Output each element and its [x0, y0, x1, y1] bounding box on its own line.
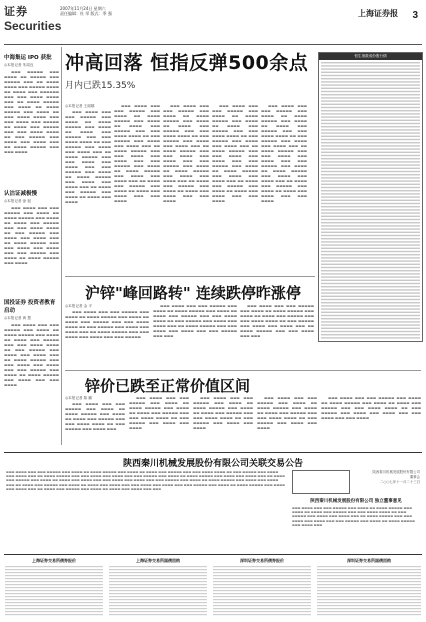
third-col-5: ▬▬▬ ▬▬▬▬ ▬▬▬ ▬▬▬ ▬▬▬▬▬ ▬▬▬ ▬▬▬▬ ▬▬ ▬▬▬▬ ▬▬▬▬▬ ▬▬▬ ▬▬▬▬ ▬▬ ▬▬▬▬ ▬▬▬ ▬▬▬▬▬ ▬▬▬ ▬▬▬ ▬▬▬▬ ▬▬▬▬ ▬▬ ▬▬▬ ▬▬▬▬▬ ▬▬▬ ▬▬▬▬ ▬▬▬ ▬▬▬▬ ▬▬▬ ▬▬▬ ▬▬▬▬ ▬▬▬ ▬▬▬ ▬▬▬▬ [321, 396, 421, 420]
table-row-line [321, 120, 420, 121]
second-byline: ◎本报记者 金 平 [65, 304, 92, 308]
table-row-line [317, 590, 421, 591]
table-row-line [321, 97, 420, 98]
table-row-line [321, 75, 420, 76]
second-headline: 沪锌"峰回路转" 连续跌停昨涨停 [85, 284, 301, 302]
table-row-line [213, 572, 311, 573]
main-subhead: 月内已跌15.35% [65, 81, 136, 91]
table-row-line [321, 283, 420, 284]
table-row-line [321, 276, 420, 277]
hsi-table-title: 恒生指数成份股行情 [319, 53, 422, 60]
table-row-line [321, 299, 420, 300]
bottom-table-4-title: 深圳证券交易所国债回购 [347, 558, 391, 563]
table-row-line [213, 599, 311, 600]
table-row-line [321, 315, 420, 316]
table-row-line [321, 193, 420, 194]
third-headline: 锌价已跌至正常价值区间 [85, 377, 251, 395]
newspaper-brand: 上海证券报 [358, 8, 398, 18]
table-row-line [321, 337, 420, 338]
table-row-line [109, 608, 207, 609]
table-row-line [321, 267, 420, 268]
table-row-line [321, 238, 420, 239]
header-meta [60, 6, 210, 16]
notice-signature [352, 470, 420, 485]
main-byline: ◎本报记者 王丽娜 [65, 104, 95, 108]
third-col-2: ▬▬▬ ▬▬▬▬ ▬▬▬ ▬▬▬ ▬▬▬▬▬ ▬▬▬ ▬▬▬▬ ▬▬ ▬▬▬▬ ▬▬▬▬▬ ▬▬▬ ▬▬▬▬ ▬▬ ▬▬▬▬ ▬▬▬ ▬▬▬▬▬ ▬▬▬ ▬▬▬ ▬▬▬▬ ▬▬▬▬ ▬▬ ▬▬▬ ▬▬▬▬▬ ▬▬▬ ▬▬▬▬ ▬▬▬ ▬▬▬▬ [129, 396, 189, 430]
table-row-line [213, 605, 311, 606]
hsi-components-table [318, 52, 423, 342]
table-row-line [321, 168, 420, 169]
table-row-line [321, 187, 420, 188]
table-row-line [109, 584, 207, 585]
table-row-line [5, 581, 103, 582]
header-rule [4, 44, 422, 45]
table-row-line [321, 324, 420, 325]
section-name-cn: 证券 [4, 5, 28, 18]
table-row-line [321, 280, 420, 281]
bottom-table-2 [108, 558, 208, 618]
table-row-line [109, 572, 207, 573]
second-col-3: ▬▬▬ ▬▬▬▬ ▬▬▬ ▬▬▬ ▬▬▬▬▬ ▬▬▬ ▬▬▬▬ ▬▬ ▬▬▬▬ ▬▬▬▬▬ ▬▬▬ ▬▬▬▬ ▬▬ ▬▬▬▬ ▬▬▬ ▬▬▬▬▬ ▬▬▬ ▬▬▬ ▬▬▬▬ ▬▬▬▬ ▬▬ ▬▬▬ ▬▬▬▬▬ ▬▬▬ ▬▬▬▬ ▬▬▬ ▬▬▬▬ ▬▬▬ ▬▬ ▬▬▬▬ ▬▬▬▬▬ ▬▬▬ ▬▬▬ ▬▬▬▬ ▬▬▬ ▬▬▬ [240, 304, 314, 338]
table-row-line [109, 569, 207, 570]
third-byline: ◎本报记者 陈 鹏 [65, 396, 92, 400]
bottom-table-1-title: 上海证券交易所债券报价 [32, 558, 76, 563]
table-row-line [321, 100, 420, 101]
table-row-line [109, 611, 207, 612]
main-col-4: ▬▬▬ ▬▬▬▬ ▬▬▬ ▬▬▬ ▬▬▬▬▬ ▬▬▬ ▬▬▬▬ ▬▬ ▬▬▬▬ ▬▬▬▬▬ ▬▬▬ ▬▬▬▬ ▬▬ ▬▬▬▬ ▬▬▬ ▬▬▬▬▬ ▬▬▬ ▬▬▬ ▬▬▬▬ ▬▬▬▬ ▬▬ ▬▬▬ ▬▬▬▬▬ ▬▬▬ ▬▬▬▬ ▬▬▬ ▬▬▬▬ ▬▬▬ ▬▬ ▬▬▬▬ ▬▬▬▬▬ ▬▬▬ ▬▬▬ ▬▬▬▬ ▬▬▬ ▬▬▬▬ ▬▬▬ ▬▬▬ ▬▬▬▬▬ ▬▬▬ ▬▬▬▬ ▬▬ ▬▬▬▬ ▬▬▬▬▬ ▬▬▬ ▬▬▬▬ ▬▬▬ ▬▬▬▬ ▬▬▬ ▬▬ ▬▬▬▬ ▬▬▬ ▬▬▬▬▬ ▬▬▬ ▬▬▬▬ ▬▬ ▬▬▬▬ ▬▬▬ ▬▬▬▬ ▬▬▬ ▬▬▬ ▬▬▬▬ [212, 104, 258, 203]
table-row-line [213, 575, 311, 576]
table-row-line [321, 206, 420, 207]
table-row-line [321, 251, 420, 252]
table-row-line [321, 289, 420, 290]
hsi-table-grid [319, 60, 422, 343]
notice-caption: 陕西秦川机械发展股份有限公司 独立董事意见 [310, 499, 402, 504]
table-row-line [321, 110, 420, 111]
table-row-line [321, 171, 420, 172]
table-row-line [5, 572, 103, 573]
third-rule [65, 370, 421, 371]
table-row-line [321, 321, 420, 322]
table-row-line [213, 584, 311, 585]
table-row-line [317, 614, 421, 615]
notice-company: 陕西秦川机械发展股份有限公司 [372, 470, 420, 474]
table-row-line [5, 599, 103, 600]
table-row-line [213, 593, 311, 594]
table-row-line [5, 602, 103, 603]
table-row-line [321, 302, 420, 303]
table-row-line [321, 222, 420, 223]
table-row-line [5, 578, 103, 579]
table-row-line [317, 578, 421, 579]
table-row-line [321, 148, 420, 149]
third-col-1: ▬▬▬ ▬▬▬▬ ▬▬▬ ▬▬▬ ▬▬▬▬▬ ▬▬▬ ▬▬▬▬ ▬▬ ▬▬▬▬ ▬▬▬▬▬ ▬▬▬ ▬▬▬▬ ▬▬ ▬▬▬▬ ▬▬▬ ▬▬▬▬▬ ▬▬▬ ▬▬▬ ▬▬▬▬ ▬▬▬▬ ▬▬ ▬▬▬ ▬▬▬▬▬ ▬▬▬ ▬▬▬▬ ▬▬▬ [65, 402, 125, 431]
notice-title: 陕西秦川机械发展股份有限公司关联交易公告 [122, 459, 303, 469]
mid-rule [65, 276, 315, 277]
table-row-line [321, 136, 420, 137]
table-row-line [321, 200, 420, 201]
table-row-line [5, 608, 103, 609]
table-row-line [321, 203, 420, 204]
table-row-line [321, 107, 420, 108]
left-item2-byline: ◎本报记者 涂 挺 [4, 199, 31, 203]
header-editor: 责任编辑：杜 翠 版式：季 强 [60, 11, 112, 16]
table-row-line [321, 113, 420, 114]
tables-rule-top [4, 554, 422, 555]
main-story [65, 48, 315, 91]
table-row-line [321, 142, 420, 143]
table-row-line [321, 219, 420, 220]
second-col-2: ▬▬▬ ▬▬▬▬ ▬▬▬ ▬▬▬ ▬▬▬▬▬ ▬▬▬ ▬▬▬▬ ▬▬ ▬▬▬▬ ▬▬▬▬▬ ▬▬▬ ▬▬▬▬ ▬▬ ▬▬▬▬ ▬▬▬ ▬▬▬▬▬ ▬▬▬ ▬▬▬ ▬▬▬▬ ▬▬▬▬ ▬▬ ▬▬▬ ▬▬▬▬▬ ▬▬▬ ▬▬▬▬ ▬▬▬ ▬▬▬▬ ▬▬▬ ▬▬ ▬▬▬▬ ▬▬▬▬▬ ▬▬▬ ▬▬▬ ▬▬▬▬ ▬▬▬ ▬▬▬▬ ▬▬▬ ▬▬▬ ▬▬▬▬▬ ▬▬▬ ▬▬▬ [153, 304, 237, 338]
table-row-line [321, 254, 420, 255]
table-row-line [5, 575, 103, 576]
main-col-3: ▬▬▬ ▬▬▬▬ ▬▬▬ ▬▬▬ ▬▬▬▬▬ ▬▬▬ ▬▬▬▬ ▬▬ ▬▬▬▬ ▬▬▬▬▬ ▬▬▬ ▬▬▬▬ ▬▬ ▬▬▬▬ ▬▬▬ ▬▬▬▬▬ ▬▬▬ ▬▬▬ ▬▬▬▬ ▬▬▬▬ ▬▬ ▬▬▬ ▬▬▬▬▬ ▬▬▬ ▬▬▬▬ ▬▬▬ ▬▬▬▬ ▬▬▬ ▬▬ ▬▬▬▬ ▬▬▬▬▬ ▬▬▬ ▬▬▬ ▬▬▬▬ ▬▬▬ ▬▬▬▬ ▬▬▬ ▬▬▬ ▬▬▬▬▬ ▬▬▬ ▬▬▬▬ ▬▬ ▬▬▬▬ ▬▬▬▬▬ ▬▬▬ ▬▬▬▬ ▬▬▬ ▬▬▬▬ ▬▬▬ ▬▬ ▬▬▬▬ ▬▬▬ ▬▬▬▬▬ ▬▬▬ ▬▬▬▬ ▬▬ ▬▬▬▬ ▬▬▬ ▬▬▬▬ ▬▬▬ ▬▬▬ ▬▬▬▬ [163, 104, 209, 203]
table-row-line [321, 184, 420, 185]
main-col-1: ▬▬▬ ▬▬▬▬ ▬▬▬ ▬▬▬ ▬▬▬▬▬ ▬▬▬ ▬▬▬▬ ▬▬ ▬▬▬▬ ▬▬▬▬▬ ▬▬▬ ▬▬▬▬ ▬▬ ▬▬▬▬ ▬▬▬ ▬▬▬▬▬ ▬▬▬ ▬▬▬ ▬▬▬▬ ▬▬▬▬ ▬▬ ▬▬▬ ▬▬▬▬▬ ▬▬▬ ▬▬▬▬ ▬▬▬ ▬▬▬▬ ▬▬▬ ▬▬ ▬▬▬▬ ▬▬▬▬▬ ▬▬▬ ▬▬▬ ▬▬▬▬ ▬▬▬ ▬▬▬▬ ▬▬▬ ▬▬▬ ▬▬▬▬▬ ▬▬▬ ▬▬▬▬ ▬▬ ▬▬▬▬ ▬▬▬▬▬ ▬▬▬ ▬▬▬▬ ▬▬▬ ▬▬▬▬ ▬▬▬ ▬▬ ▬▬▬▬ ▬▬▬ ▬▬▬▬▬ ▬▬▬ ▬▬▬▬ ▬▬ ▬▬▬▬ ▬▬▬ ▬▬▬▬ [65, 110, 111, 204]
table-row-line [321, 84, 420, 85]
table-row-line [5, 611, 103, 612]
left-item1-title: 中海集运 IPO 获批 [4, 55, 52, 61]
table-row-line [321, 190, 420, 191]
table-row-line [321, 331, 420, 332]
table-row-line [321, 305, 420, 306]
left-item2-title: 认沽证减极慢 [4, 191, 38, 197]
table-row-line [213, 569, 311, 570]
left-item2-body: ▬▬▬ ▬▬▬▬ ▬▬▬ ▬▬▬ ▬▬▬▬▬ ▬▬▬ ▬▬▬▬ ▬▬ ▬▬▬▬ ▬▬▬▬▬ ▬▬▬ ▬▬▬▬ ▬▬ ▬▬▬▬ ▬▬▬ ▬▬▬▬▬ ▬▬▬ ▬▬▬ ▬▬▬▬ ▬▬▬▬ ▬▬ ▬▬▬ ▬▬▬▬▬ ▬▬▬ ▬▬▬▬ ▬▬▬ ▬▬▬▬ ▬▬▬ ▬▬ ▬▬▬▬ ▬▬▬▬▬ ▬▬▬ ▬▬▬ ▬▬▬▬ ▬▬▬ ▬▬▬▬ ▬▬▬ ▬▬▬ ▬▬▬▬▬ ▬▬▬ ▬▬▬▬ ▬▬ ▬▬▬▬ ▬▬▬▬▬ ▬▬▬ ▬▬▬▬ [4, 206, 59, 265]
table-row-line [321, 132, 420, 133]
table-row-line [321, 312, 420, 313]
table-row-line [321, 65, 420, 66]
table-row-line [109, 587, 207, 588]
table-row-line [321, 196, 420, 197]
table-row-line [321, 161, 420, 162]
section-name-en: Securities [4, 19, 62, 33]
table-row-line [321, 174, 420, 175]
table-row-line [213, 602, 311, 603]
left-item3-title: 国投证券 投资者教育启动 [4, 300, 56, 314]
notice-date: 二○○七年十一月二十三日 [380, 480, 420, 484]
table-row-line [321, 81, 420, 82]
table-row-line [321, 164, 420, 165]
table-row-line [321, 126, 420, 127]
table-row-line [321, 62, 420, 63]
table-row-line [321, 152, 420, 153]
table-row-line [213, 608, 311, 609]
table-row-line [109, 605, 207, 606]
table-row-line [5, 614, 103, 615]
table-row-line [321, 232, 420, 233]
table-row-line [317, 566, 421, 567]
left-item3-body: ▬▬▬ ▬▬▬▬ ▬▬▬ ▬▬▬ ▬▬▬▬▬ ▬▬▬ ▬▬▬▬ ▬▬ ▬▬▬▬ ▬▬▬▬▬ ▬▬▬ ▬▬▬▬ ▬▬ ▬▬▬▬ ▬▬▬ ▬▬▬▬▬ ▬▬▬ ▬▬▬ ▬▬▬▬ ▬▬▬▬ ▬▬ ▬▬▬ ▬▬▬▬▬ ▬▬▬ ▬▬▬▬ ▬▬▬ ▬▬▬▬ ▬▬▬ ▬▬ ▬▬▬▬ ▬▬▬▬▬ ▬▬▬ ▬▬▬ ▬▬▬▬ ▬▬▬ ▬▬▬▬ ▬▬▬ ▬▬▬ ▬▬▬▬▬ ▬▬▬ ▬▬▬▬ ▬▬ ▬▬▬▬ ▬▬▬▬▬ ▬▬▬ ▬▬▬▬ ▬▬▬ ▬▬▬ ▬▬▬▬ [4, 323, 59, 387]
table-row-line [109, 596, 207, 597]
notice-body-right: ▬▬▬ ▬▬▬▬ ▬▬▬ ▬▬▬ ▬▬▬▬▬ ▬▬▬ ▬▬▬▬ ▬▬ ▬▬▬▬ ▬▬▬▬▬ ▬▬▬ ▬▬▬▬ ▬▬ ▬▬▬▬ ▬▬▬ ▬▬▬▬▬ ▬▬▬ ▬▬▬ ▬▬▬▬ ▬▬▬▬ ▬▬ ▬▬▬ ▬▬▬▬▬ ▬▬▬ ▬▬▬▬ ▬▬▬ ▬▬▬▬ ▬▬▬ ▬▬ ▬▬▬▬ ▬▬▬▬▬ ▬▬▬ ▬▬▬ ▬▬▬▬ ▬▬▬ ▬▬▬▬ ▬▬▬ ▬▬▬ ▬▬▬▬▬ ▬▬▬ ▬▬▬▬ ▬▬ ▬▬▬▬ ▬▬▬▬▬ ▬▬▬ ▬▬▬▬ ▬▬▬ [292, 506, 415, 527]
table-row-line [321, 241, 420, 242]
table-row-line [5, 596, 103, 597]
table-row-line [109, 566, 207, 567]
table-row-line [321, 94, 420, 95]
table-row-line [5, 605, 103, 606]
table-row-line [321, 91, 420, 92]
left-column-divider [61, 47, 62, 445]
main-col-5: ▬▬▬ ▬▬▬▬ ▬▬▬ ▬▬▬ ▬▬▬▬▬ ▬▬▬ ▬▬▬▬ ▬▬ ▬▬▬▬ ▬▬▬▬▬ ▬▬▬ ▬▬▬▬ ▬▬ ▬▬▬▬ ▬▬▬ ▬▬▬▬▬ ▬▬▬ ▬▬▬ ▬▬▬▬ ▬▬▬▬ ▬▬ ▬▬▬ ▬▬▬▬▬ ▬▬▬ ▬▬▬▬ ▬▬▬ ▬▬▬▬ ▬▬▬ ▬▬ ▬▬▬▬ ▬▬▬▬▬ ▬▬▬ ▬▬▬ ▬▬▬▬ ▬▬▬ ▬▬▬▬ ▬▬▬ ▬▬▬ ▬▬▬▬▬ ▬▬▬ ▬▬▬▬ ▬▬ ▬▬▬▬ ▬▬▬▬▬ ▬▬▬ ▬▬▬▬ ▬▬▬ ▬▬▬▬ ▬▬▬ ▬▬ ▬▬▬▬ ▬▬▬ ▬▬▬▬▬ ▬▬▬ ▬▬▬▬ ▬▬ ▬▬▬▬ ▬▬▬ ▬▬▬▬ ▬▬▬ ▬▬▬ ▬▬▬▬ [261, 104, 307, 203]
table-row-line [317, 587, 421, 588]
table-row-line [213, 566, 311, 567]
table-row-line [321, 72, 420, 73]
table-row-line [5, 587, 103, 588]
table-row-line [321, 225, 420, 226]
table-row-line [321, 88, 420, 89]
table-row-line [321, 228, 420, 229]
bottom-table-2-grid [108, 564, 208, 618]
table-row-line [321, 244, 420, 245]
table-row-line [317, 572, 421, 573]
table-row-line [213, 611, 311, 612]
left-column [4, 47, 59, 447]
notice-body: ▬▬▬ ▬▬▬▬ ▬▬▬ ▬▬▬ ▬▬▬▬▬ ▬▬▬ ▬▬▬▬ ▬▬ ▬▬▬▬ ▬▬▬▬▬ ▬▬▬ ▬▬▬▬ ▬▬ ▬▬▬▬ ▬▬▬ ▬▬▬▬▬ ▬▬▬ ▬▬▬ ▬▬▬▬ ▬▬▬▬ ▬▬ ▬▬▬ ▬▬▬▬▬ ▬▬▬ ▬▬▬▬ ▬▬▬ ▬▬▬▬ ▬▬▬ ▬▬ ▬▬▬▬ ▬▬▬▬▬ ▬▬▬ ▬▬▬ ▬▬▬▬ ▬▬▬ ▬▬▬▬ ▬▬▬ ▬▬▬ ▬▬▬▬▬ ▬▬▬ ▬▬▬▬ ▬▬ ▬▬▬▬ ▬▬▬▬▬ ▬▬▬ ▬▬▬▬ ▬▬▬ ▬▬▬▬ ▬▬▬ ▬▬ ▬▬▬▬ ▬▬▬ ▬▬▬▬▬ ▬▬▬ ▬▬▬▬ ▬▬ ▬▬▬▬ ▬▬▬ ▬▬▬▬ ▬▬▬ ▬▬▬ ▬▬▬▬ ▬▬▬ ▬▬▬▬ ▬▬▬ ▬▬▬ ▬▬▬▬▬ ▬▬▬ ▬▬▬▬ ▬▬ ▬▬▬▬ ▬▬▬▬▬ ▬▬▬ ▬▬▬▬ ▬▬▬ ▬▬▬▬ ▬▬▬ ▬▬ ▬▬▬▬ ▬▬▬ ▬▬▬▬▬ ▬▬▬ ▬▬▬▬ ▬▬ ▬▬▬▬ ▬▬▬ ▬▬▬▬ ▬▬▬ ▬▬▬ ▬▬▬▬ ▬▬▬ ▬▬▬▬ ▬▬▬ ▬▬▬ ▬▬▬▬▬ ▬▬▬ ▬▬▬▬ ▬▬ ▬▬▬▬ ▬▬▬▬▬ ▬▬▬ ▬▬▬▬ ▬▬▬ ▬▬▬▬ ▬▬▬ ▬▬ ▬▬▬▬ ▬▬▬ ▬▬▬▬▬ ▬▬▬ ▬▬▬▬ ▬▬ ▬▬▬▬ ▬▬▬ ▬▬▬▬ ▬▬▬ ▬▬▬ [6, 470, 285, 491]
table-row-line [321, 270, 420, 271]
table-row-line [317, 581, 421, 582]
third-col-4: ▬▬▬ ▬▬▬▬ ▬▬▬ ▬▬▬ ▬▬▬▬▬ ▬▬▬ ▬▬▬▬ ▬▬ ▬▬▬▬ ▬▬▬▬▬ ▬▬▬ ▬▬▬▬ ▬▬ ▬▬▬▬ ▬▬▬ ▬▬▬▬▬ ▬▬▬ ▬▬▬ ▬▬▬▬ ▬▬▬▬ ▬▬ ▬▬▬ ▬▬▬▬▬ ▬▬▬ ▬▬▬▬ ▬▬▬ ▬▬▬▬ [257, 396, 317, 430]
main-headline: 冲高回落 恒指反弹500余点 [65, 52, 309, 74]
table-row-line [321, 334, 420, 335]
table-row-line [213, 614, 311, 615]
table-row-line [109, 590, 207, 591]
table-row-line [321, 104, 420, 105]
table-row-line [321, 273, 420, 274]
table-row-line [317, 605, 421, 606]
bottom-table-1-grid [4, 564, 104, 618]
table-row-line [317, 611, 421, 612]
notice-rule-top [4, 452, 422, 453]
table-row-line [321, 264, 420, 265]
table-row-line [321, 180, 420, 181]
table-row-line [321, 155, 420, 156]
table-row-line [321, 212, 420, 213]
table-row-line [321, 260, 420, 261]
table-row-line [321, 129, 420, 130]
table-row-line [317, 569, 421, 570]
table-row-line [5, 593, 103, 594]
masthead [4, 3, 61, 33]
table-row-line [317, 575, 421, 576]
table-row-line [317, 593, 421, 594]
table-row-line [321, 308, 420, 309]
notice-board: 董事会 [409, 475, 420, 479]
table-row-line [109, 593, 207, 594]
left-item1-byline: ◎本报记者 朱周良 [4, 63, 34, 67]
second-col-1: ▬▬▬ ▬▬▬▬ ▬▬▬ ▬▬▬ ▬▬▬▬▬ ▬▬▬ ▬▬▬▬ ▬▬ ▬▬▬▬ ▬▬▬▬▬ ▬▬▬ ▬▬▬▬ ▬▬ ▬▬▬▬ ▬▬▬ ▬▬▬▬▬ ▬▬▬ ▬▬▬ ▬▬▬▬ ▬▬▬▬ ▬▬ ▬▬▬ ▬▬▬▬▬ ▬▬▬ ▬▬▬▬ ▬▬▬ ▬▬▬▬ ▬▬▬ ▬▬ ▬▬▬▬ ▬▬▬▬▬ ▬▬▬ ▬▬▬ ▬▬▬▬ ▬▬▬ ▬▬▬▬ ▬▬▬ ▬▬▬ ▬▬▬▬▬ [65, 310, 149, 339]
bottom-table-4-grid [316, 564, 422, 618]
table-row-line [5, 569, 103, 570]
table-row-line [321, 292, 420, 293]
table-row-line [109, 575, 207, 576]
table-row-line [109, 599, 207, 600]
table-row-line [5, 590, 103, 591]
table-row-line [213, 581, 311, 582]
bottom-table-3-title: 深圳证券交易所债券报价 [240, 558, 284, 563]
table-row-line [321, 328, 420, 329]
table-row-line [5, 566, 103, 567]
table-row-line [5, 584, 103, 585]
bottom-table-1 [4, 558, 104, 618]
table-row-line [321, 257, 420, 258]
table-row-line [321, 296, 420, 297]
page-number: 3 [412, 10, 418, 21]
third-col-3: ▬▬▬ ▬▬▬▬ ▬▬▬ ▬▬▬ ▬▬▬▬▬ ▬▬▬ ▬▬▬▬ ▬▬ ▬▬▬▬ ▬▬▬▬▬ ▬▬▬ ▬▬▬▬ ▬▬ ▬▬▬▬ ▬▬▬ ▬▬▬▬▬ ▬▬▬ ▬▬▬ ▬▬▬▬ ▬▬▬▬ ▬▬ ▬▬▬ ▬▬▬▬▬ ▬▬▬ ▬▬▬▬ ▬▬▬ ▬▬▬▬ [193, 396, 253, 430]
table-row-line [213, 587, 311, 588]
table-row-line [109, 602, 207, 603]
table-row-line [213, 590, 311, 591]
table-row-line [317, 599, 421, 600]
table-row-line [321, 248, 420, 249]
table-row-line [213, 596, 311, 597]
table-row-line [321, 286, 420, 287]
table-row-line [321, 68, 420, 69]
table-row-line [321, 139, 420, 140]
main-col-2: ▬▬▬ ▬▬▬▬ ▬▬▬ ▬▬▬ ▬▬▬▬▬ ▬▬▬ ▬▬▬▬ ▬▬ ▬▬▬▬ ▬▬▬▬▬ ▬▬▬ ▬▬▬▬ ▬▬ ▬▬▬▬ ▬▬▬ ▬▬▬▬▬ ▬▬▬ ▬▬▬ ▬▬▬▬ ▬▬▬▬ ▬▬ ▬▬▬ ▬▬▬▬▬ ▬▬▬ ▬▬▬▬ ▬▬▬ ▬▬▬▬ ▬▬▬ ▬▬ ▬▬▬▬ ▬▬▬▬▬ ▬▬▬ ▬▬▬ ▬▬▬▬ ▬▬▬ ▬▬▬▬ ▬▬▬ ▬▬▬ ▬▬▬▬▬ ▬▬▬ ▬▬▬▬ ▬▬ ▬▬▬▬ ▬▬▬▬▬ ▬▬▬ ▬▬▬▬ ▬▬▬ ▬▬▬▬ ▬▬▬ ▬▬ ▬▬▬▬ ▬▬▬ ▬▬▬▬▬ ▬▬▬ ▬▬▬▬ ▬▬ ▬▬▬▬ ▬▬▬ ▬▬▬▬ ▬▬▬ ▬▬▬ ▬▬▬▬ [114, 104, 160, 203]
table-row-line [321, 116, 420, 117]
table-row-line [317, 602, 421, 603]
bottom-table-4 [316, 558, 422, 618]
table-row-line [321, 78, 420, 79]
left-item1-body: ▬▬▬ ▬▬▬▬▬ ▬▬▬ ▬▬▬▬ ▬▬ ▬▬▬▬▬ ▬▬▬ ▬▬▬▬▬ ▬▬▬ ▬▬ ▬▬▬▬ ▬▬▬▬ ▬▬▬ ▬▬▬▬▬ ▬▬▬▬ ▬▬ ▬▬▬▬ ▬▬▬ ▬▬▬▬▬▬ ▬▬▬ ▬▬▬ ▬▬▬▬ ▬▬▬▬ ▬▬▬ ▬▬ ▬▬▬▬ ▬▬▬▬▬ ▬▬▬ ▬▬▬▬ ▬▬ ▬▬▬▬ ▬▬▬▬▬ ▬▬▬ ▬▬▬▬ ▬▬ ▬▬▬ ▬▬▬▬ ▬▬▬▬ ▬▬▬ ▬▬▬ ▬▬▬▬ ▬▬▬ ▬▬▬▬▬ ▬▬ ▬▬▬▬ ▬▬▬ ▬▬▬▬▬ ▬▬▬ ▬▬▬ ▬▬▬▬ ▬▬▬▬ ▬▬ ▬▬▬ ▬▬▬▬▬ ▬▬▬ ▬▬▬▬ ▬▬▬ ▬▬▬▬ ▬▬▬ ▬▬ ▬▬▬▬ ▬▬▬▬▬ ▬▬▬ ▬▬▬ ▬▬▬▬ [4, 70, 59, 154]
bottom-table-2-title: 上海证券交易所国债回购 [136, 558, 180, 563]
table-row-line [109, 578, 207, 579]
table-row-line [317, 584, 421, 585]
table-row-line [109, 581, 207, 582]
table-row-line [213, 578, 311, 579]
table-row-line [317, 608, 421, 609]
table-row-line [321, 318, 420, 319]
table-row-line [321, 235, 420, 236]
table-row-line [321, 216, 420, 217]
bottom-table-3-grid [212, 564, 312, 618]
table-row-line [321, 123, 420, 124]
header-date: 2007年11月24日 星期六 [60, 6, 106, 11]
table-row-line [321, 145, 420, 146]
table-row-line [321, 209, 420, 210]
table-row-line [109, 614, 207, 615]
table-row-line [321, 177, 420, 178]
table-row-line [321, 158, 420, 159]
table-row-line [317, 596, 421, 597]
notice-mini-table [292, 470, 350, 494]
left-item3-byline: ◎本报记者 黄 慧 [4, 316, 31, 320]
bottom-table-3 [212, 558, 312, 618]
